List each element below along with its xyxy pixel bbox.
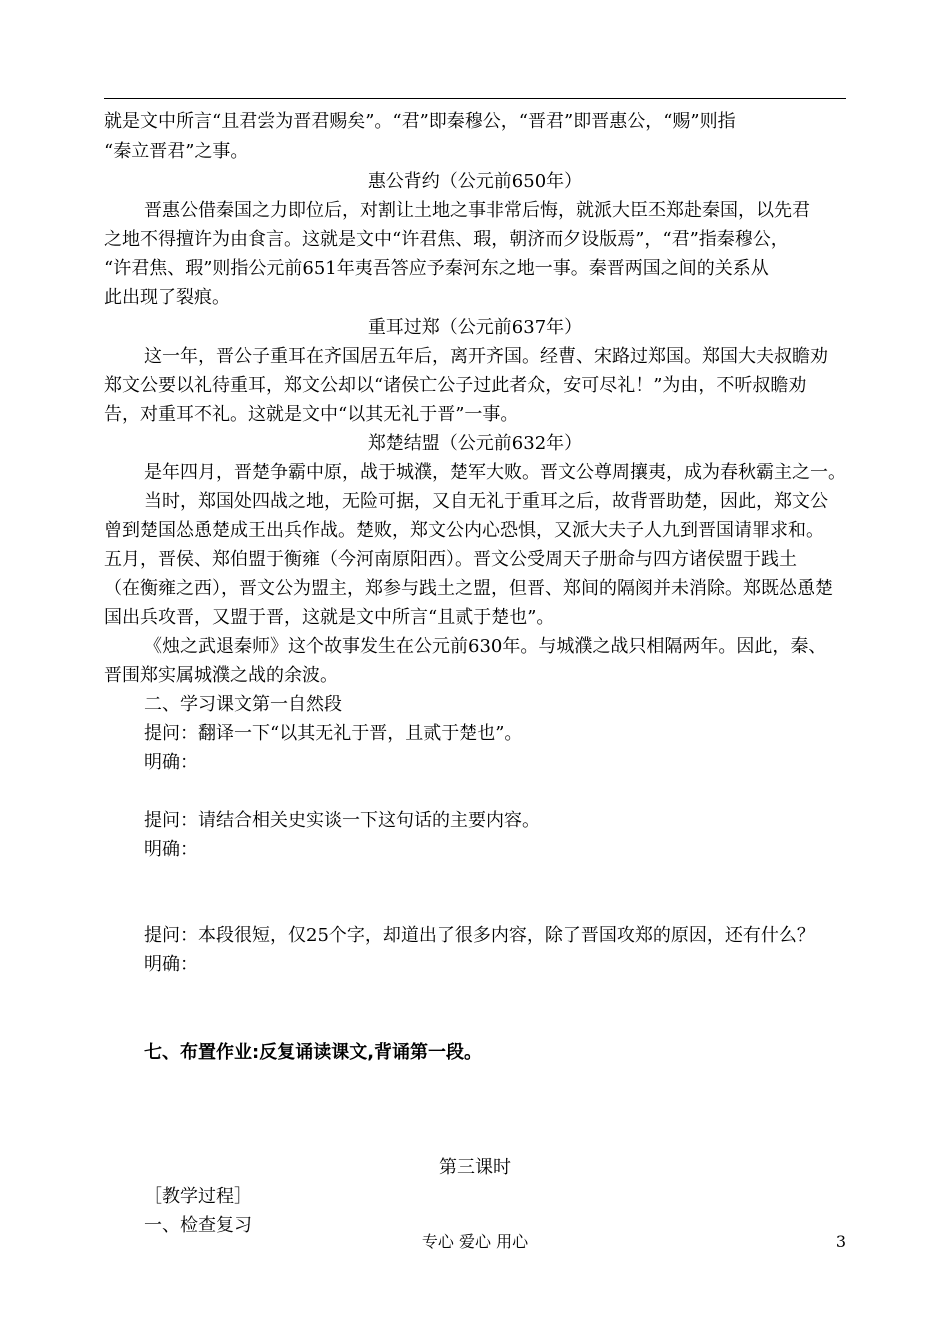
answer-label: 明确： [144, 752, 198, 773]
paragraph-line: 国出兵攻晋，又盟于晋，这就是文中所言“且贰于楚也”。 [104, 607, 555, 628]
paragraph-line: 此出现了裂痕。 [104, 287, 230, 308]
paragraph-line: 告，对重耳不礼。这就是文中“以其无礼于晋”一事。 [104, 404, 519, 425]
paragraph-line: “秦立晋君”之事。 [104, 141, 249, 162]
paragraph-line: 是年四月，晋楚争霸中原，战于城濮，楚军大败。晋文公尊周攘夷，成为春秋霸主之一。 [144, 462, 846, 483]
paragraph-line: 当时，郑国处四战之地，无险可据，又自无礼于重耳之后，故背晋助楚，因此，郑文公 [144, 491, 828, 512]
paragraph-line: 这一年，晋公子重耳在齐国居五年后，离开齐国。经曹、宋路过郑国。郑国大夫叔瞻劝 [144, 346, 828, 367]
answer-label: 明确： [144, 954, 198, 975]
question-line: 提问：本段很短，仅25个字，却道出了很多内容，除了晋国攻郑的原因，还有什么？ [144, 925, 815, 946]
paragraph-line: 郑文公要以礼待重耳，郑文公却以“诸侯亡公子过此者众，安可尽礼！”为由，不听叔瞻劝 [104, 375, 807, 396]
question-line: 提问：翻译一下“以其无礼于晋，且贰于楚也”。 [144, 723, 523, 744]
section-title: ［教学过程］ [144, 1186, 252, 1207]
page-number: 3 [835, 1232, 846, 1251]
paragraph-line: “许君焦、瑕”则指公元前651年夷吾答应予秦河东之地一事。秦晋两国之间的关系从 [104, 258, 769, 279]
paragraph-line: 就是文中所言“且君尝为晋君赐矣”。“君”即秦穆公，“晋君”即晋惠公，“赐”则指 [104, 111, 736, 132]
paragraph-line: 曾到楚国怂恿楚成王出兵作战。楚败，郑文公内心恐惧，又派大夫子人九到晋国请罪求和。 [104, 520, 824, 541]
paragraph-line: 五月，晋侯、郑伯盟于衡雍（今河南原阳西）。晋文公受周天子册命与四方诸侯盟于践土 [104, 549, 797, 570]
section-heading: 郑楚结盟（公元前632年） [367, 433, 583, 454]
paragraph-line: 之地不得擅许为由食言。这就是文中“许君焦、瑕，朝济而夕设版焉”，“君”指秦穆公， [104, 229, 789, 250]
paragraph-line: （在衡雍之西），晋文公为盟主，郑参与践土之盟，但晋、郑间的隔阂并未消除。郑既怂恿楚 [104, 578, 833, 599]
header-rule [104, 98, 846, 99]
homework-heading: 七、布置作业:反复诵读课文,背诵第一段。 [144, 1042, 483, 1063]
paragraph-line: 《烛之武退秦师》这个故事发生在公元前630年。与城濮之战只相隔两年。因此，秦、 [144, 636, 827, 657]
answer-label: 明确： [144, 839, 198, 860]
footer-motto: 专心 爱心 用心 [421, 1232, 529, 1251]
paragraph-line: 晋惠公借秦国之力即位后，对割让土地之事非常后悔，就派大臣丕郑赴秦国，以先君 [144, 200, 810, 221]
section-heading: 惠公背约（公元前650年） [367, 171, 583, 192]
section-heading: 重耳过郑（公元前637年） [367, 317, 583, 338]
paragraph-line: 晋围郑实属城濮之战的余波。 [104, 665, 338, 686]
section-title: 二、学习课文第一自然段 [144, 694, 342, 715]
question-line: 提问：请结合相关史实谈一下这句话的主要内容。 [144, 810, 540, 831]
lesson-heading: 第三课时 [439, 1157, 511, 1178]
section-title: 一、检查复习 [144, 1215, 252, 1236]
